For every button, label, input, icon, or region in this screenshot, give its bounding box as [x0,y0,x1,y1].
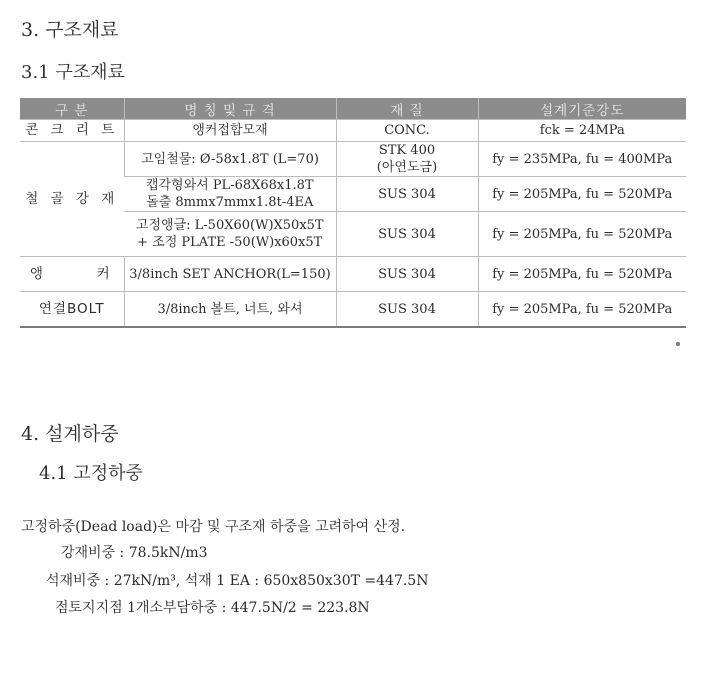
section-3-1-title: 3.1 구조재료 [21,62,125,83]
spec-line: 고정앵글: L-50X60(W)X50x5T [135,218,324,233]
dead-load-intro: 고정하중(Dead load)은 마감 및 구조재 하중을 고려하여 산정. [21,519,406,535]
strength-cell: fy = 205MPa, fu = 520MPa [478,212,686,257]
header-strength: 설계기준강도 [478,98,686,120]
section-3-title: 3. 구조재료 [21,19,119,41]
spec-line: 돌출 8mmx7mmx1.8t-4EA [146,195,314,210]
table-row [20,257,686,292]
materials-table [20,98,686,328]
strength-cell: fy = 205MPa, fu = 520MPa [478,292,686,328]
spec-line: 3/8inch SET ANCHOR(L=150) [129,266,331,282]
support-point-load: 점토지지점 1개소부담하중 : 447.5N/2 = 223.8N [55,600,370,616]
spec-line: + 조정 PLATE -50(W)x60x5T [137,235,323,250]
category-cell: 앵 커 [20,257,124,292]
material-line: SUS 304 [378,186,436,202]
table-header-row [20,98,686,120]
section-4-title: 4. 설계하중 [21,423,119,445]
spec-cell [124,142,336,177]
material-line: STK 400 [378,143,436,158]
steel-unit-weight: 강재비중 : 78.5kN/m3 [61,545,208,561]
header-category: 구 분 [20,98,124,120]
material-line: SUS 304 [378,226,436,242]
spec-cell [124,292,336,328]
category-cell: 철 골 강 재 [20,142,124,257]
spec-cell [124,120,336,142]
material-cell [336,120,478,142]
material-cell [336,177,478,212]
table-row [20,120,686,142]
scan-speck [676,342,680,346]
material-cell [336,257,478,292]
material-line: CONC. [384,123,430,138]
stone-unit-weight: 석재비중 : 27kN/m³, 석재 1 EA : 650x850x30T =447.5N [46,573,429,589]
material-line: SUS 304 [378,301,436,317]
material-line: SUS 304 [378,266,436,282]
category-cell: 콘 크 리 트 [20,120,124,142]
category-cell: 연결BOLT [20,292,124,328]
spec-cell [124,177,336,212]
spec-line: 앵커접합모재 [192,123,268,138]
header-material: 재 질 [336,98,478,120]
strength-cell: fy = 235MPa, fu = 400MPa [478,142,686,177]
material-cell [336,212,478,257]
spec-line: 3/8inch 볼트, 너트, 와셔 [157,301,303,317]
strength-cell: fy = 205MPa, fu = 520MPa [478,177,686,212]
spec-cell [124,257,336,292]
section-4-1-title: 4.1 고정하중 [39,463,143,484]
strength-cell: fy = 205MPa, fu = 520MPa [478,257,686,292]
material-cell [336,292,478,328]
material-cell [336,142,478,177]
spec-cell [124,212,336,257]
spec-line: 고임철물: Ø-58x1.8T (L=70) [141,151,319,167]
header-spec: 명 칭 및 규 격 [124,98,336,120]
strength-cell: fck = 24MPa [478,120,686,142]
table-row [20,142,686,177]
table-row [20,292,686,328]
material-line: (아연도금) [376,160,438,175]
spec-line: 캡각형와셔 PL-68X68x1.8T [145,178,314,193]
